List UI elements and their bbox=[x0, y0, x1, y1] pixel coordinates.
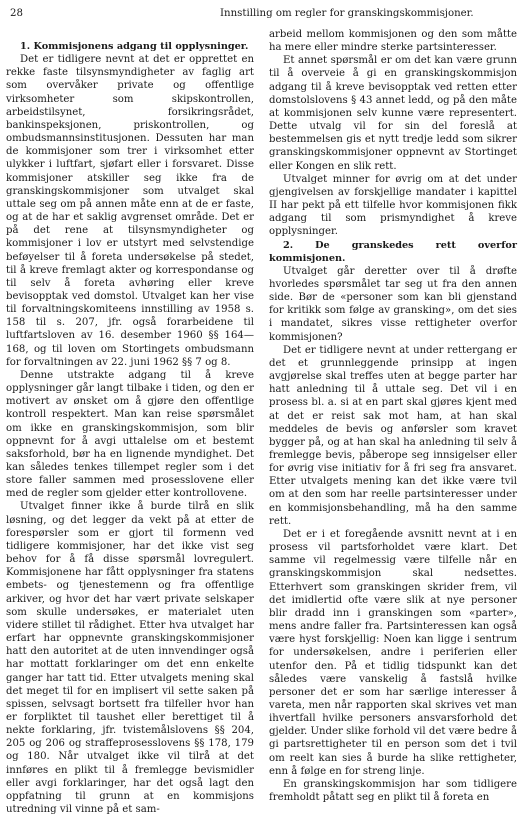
paragraph: Utvalget minner for øvrig om at det under gjengivelsen av forskjellige mandater i kapittel II har pekt på ett tilfelle hvor kommisjonen fikk adgang til som prismyndighet å kreve opplysninger. bbox=[269, 173, 517, 238]
page-number: 28 bbox=[10, 8, 23, 19]
paragraph: Utvalget finner ikke å burde tilrå en slik løsning, og det legger da vekt på at etter de forespørsler som er gjort til formenn ved tidligere kommisjoner, har det ikke vist seg behov for å få disse spørsmål lovregulert. Kommisjonene har fått opplysninger fra statens embets- og tjenestemenn og fra offentlige arkiver, og hvor det har vært private selskaper som skulle undersøkes, er materialet uten videre stillet til rådighet. Etter hva utvalget har erfart har oppnevnte granskingskommisjoner hatt den autoritet at de uten innvendinger også har mottatt forklaringer om det enn enkelte ganger har tatt tid. Etter utvalgets mening skal det meget til for en implisert vil sette saken på spissen, selvsagt bortsett fra tilfeller hvor han er forpliktet til taushet eller berettiget til å nekte forklaring, jfr. tvistemålslovens §§ 204, 205 og 206 og straffeprosesslovens §§ 178, 179 og 180. Når utvalget ikke vil tilrå at det innføres en plikt til å fremlegge bevismidler eller avgi forklaringer, har det også lagt den oppfatning til grunn at en kommisjons utredning vil vinne på et sam- bbox=[6, 501, 254, 816]
paragraph: Det er tidligere nevnt at det er opprettet en rekke faste tilsynsmyndigheter av faglig art som overvåker private og offentlige virksomheter som skipskontrollen, arbeidstilsynet, forsikringsrådet, bankinspeksjonen, priskontrollen, og ombudsmannsinstitusjonen. Dessuten har man de kommisjoner som trer i virksomhet etter ulykker i luftfart, sjøfart eller i forsvaret. Disse kommisjoner atskiller seg ikke fra de granskingskommisjoner som utvalget skal uttale seg om på annen måte enn at de er faste, og at de har et saklig avgrenset område. Det er på det rene at tilsynsmyndigheter og kommisjoner i lov er utstyrt med selvstendige beføyelser til å foreta undersøkelse på stedet, til å kreve fremlagt akter og korrespondanse og til selv å foreta avhøring eller kreve bevisopptak ved domstol. Utvalget kan her vise til forvaltningskomiteens innstilling av 1958 s. 158 til s. 207, jfr. også forarbeidene til luftfartsloven av 16. desember 1960 §§ 164—168, og til loven om Stortingets ombudsmann for forvaltningen av 22. juni 1962 §§ 7 og 8. bbox=[6, 54, 254, 368]
section-heading-2: 2. De granskedes rett overfor kommisjonen. bbox=[269, 239, 517, 264]
paragraph: Et annet spørsmål er om det kan være grunn til å overveie å gi en granskingskommisjon adgang til å kreve bevisopptak ved retten etter domstolslovens § 43 annet ledd, og på den måte at kommisjonen selv kunne være representert. Dette utvalg vil for sin del foreslå at bestemmelsen gis et nytt tredje ledd som sikrer granskingskommisjoner oppnevnt av Stortinget eller Kongen en slik rett. bbox=[269, 55, 517, 172]
running-title: Innstilling om regler for granskingskommisjoner. bbox=[220, 8, 474, 19]
right-column bbox=[269, 28, 517, 804]
paragraph: En granskingskommisjon har som tidligere fremholdt påtatt seg en plikt til å foreta en bbox=[269, 778, 517, 804]
paragraph: Det er i et foregående avsnitt nevnt at i en prosess vil partsforholdet være klart. Det samme vil regelmessig være tilfelle når en granskingskommisjon skal nedsettes. Etterhvert som granskingen skrider frem, vil det imidlertid ofte være slik at nye personer blir dradd inn i granskingen som «parter», mens andre faller fra. Partsinteressen kan også være hyst forskjellig: Noen kan ligge i sentrum for undersøkelsen, andre i periferien eller utenfor den. På et tidlig tidspunkt kan det således være vanskelig å fastslå hvilke personer det er som har særlige interesser å vareta, men når rapporten skal skrives vet man ihvertfall hvilke personers ansvarsforhold det gjelder. Under slike forhold vil det være bedre å gi partsrettigheter til en person som det i tvil om reelt kan sies å burde ha slike rettigheter, enn å følge en for streng linje. bbox=[269, 528, 517, 777]
paragraph: Denne utstrakte adgang til å kreve opplysninger går langt tilbake i tiden, og den er motivert av ønsket om å gjøre den offentlige kontroll respektert. Man kan reise spørsmålet om ikke en granskingskommisjon, som blir oppnevnt for å avgi uttalelse om et bestemt saksforhold, bør ha en lignende myndighet. Det kan således tenkes tillempet regler som i det store faller sammen med prosesslovene eller med de regler som gjelder etter kontrollovene. bbox=[6, 369, 254, 500]
left-column bbox=[6, 28, 254, 816]
paragraph: Det er tidligere nevnt at under rettergang er det et grunnleggende prinsipp at ingen avgjørelse skal treffes uten at begge parter har hatt anledning til å uttale seg. Det vil i en prosess bl. a. si at en part skal gjøres kjent med at det er reist sak mot ham, at han skal meddeles de bevis og anførsler som kravet bygger på, og at han skal ha anledning til selv å fremlegge bevis, påberope seg innsigelser eller for øvrig vise initiativ for å fri seg fra ansvaret. Etter utvalgets mening kan det ikke være tvil om at den som har reelle partsinteresser under en kommisjonsbehandling, må ha den samme rett. bbox=[269, 344, 517, 527]
paragraph: Utvalget går deretter over til å drøfte hvorledes spørsmålet tar seg ut fra den annen side. Bør de «personer som kan bli gjenstand for kritikk som følge av gransking», om det sies i mandatet, sikres visse rettigheter overfor kommisjonen? bbox=[269, 265, 517, 343]
paragraph-continued: arbeid mellom kommisjonen og den som måtte ha mere eller mindre sterke partsinteresser. bbox=[269, 29, 517, 54]
section-heading-1: 1. Kommisjonens adgang til opplysninger. bbox=[20, 41, 249, 52]
